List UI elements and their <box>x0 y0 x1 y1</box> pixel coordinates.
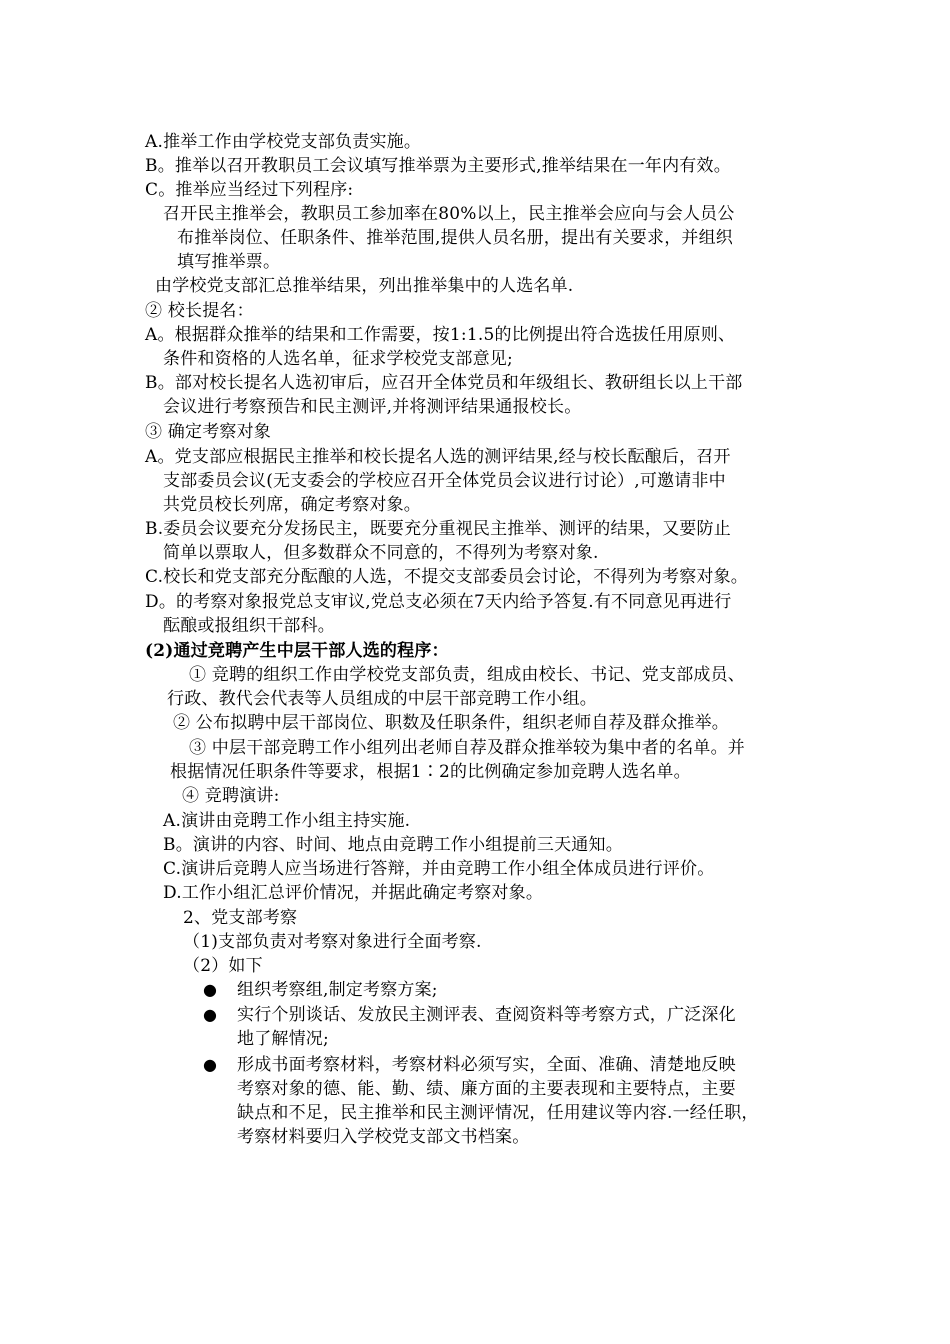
text-line: 布推举岗位、任职条件、推举范围,提供人员名册，提出有关要求，并组织 <box>177 228 734 248</box>
bullet-icon: ● <box>203 1055 217 1074</box>
text-line: 会议进行考察预告和民主测评,并将测评结果通报校长。 <box>163 397 582 417</box>
bullet-icon: ● <box>203 1005 217 1024</box>
text-line: D。的考察对象报党总支审议,党总支必须在7天内给予答复.有不同意见再进行 <box>145 592 732 612</box>
section-heading: (2)通过竞聘产生中层干部人选的程序： <box>145 641 449 661</box>
text-line: （1)支部负责对考察对象进行全面考察. <box>183 932 482 952</box>
text-line: 简单以票取人，但多数群众不同意的，不得列为考察对象. <box>163 543 599 563</box>
list-item-continuation: 地了解情况; <box>237 1029 329 1049</box>
text-line: B。部对校长提名人选初审后，应召开全体党员和年级组长、教研组长以上干部 <box>145 373 743 393</box>
text-line: 支部委员会议(无支委会的学校应召开全体党员会议进行讨论）,可邀请非中 <box>163 471 726 491</box>
list-item-continuation: 缺点和不足，民主推举和民主测评情况，任用建议等内容.一经任职， <box>237 1103 759 1123</box>
text-line: 由学校党支部汇总推举结果，列出推举集中的人选名单. <box>155 276 574 296</box>
bullet-icon: ● <box>203 980 217 999</box>
text-line: B.委员会议要充分发扬民主，既要充分重视民主推举、测评的结果，又要防止 <box>145 519 731 539</box>
text-line: 召开民主推举会，教职员工参加率在80%以上，民主推举会应向与会人员公 <box>163 204 735 224</box>
text-line: ② 公布拟聘中层干部岗位、职数及任职条件，组织老师自荐及群众推举。 <box>173 713 730 733</box>
text-line: B。推举以召开教职员工会议填写推举票为主要形式,推举结果在一年内有效。 <box>145 156 731 176</box>
list-item: 组织考察组,制定考察方案; <box>237 980 438 1000</box>
list-item-continuation: 考察材料要归入学校党支部文书档案。 <box>237 1127 530 1147</box>
text-line: A。根据群众推举的结果和工作需要，按1:1.5的比例提出符合选拔任用原则、 <box>145 325 736 345</box>
text-line: C.校长和党支部充分酝酿的人选，不提交支部委员会讨论，不得列为考察对象。 <box>145 567 749 587</box>
text-line: 根据情况任职条件等要求，根据1∶2的比例确定参加竞聘人选名单。 <box>170 762 691 782</box>
text-line: 行政、教代会代表等人员组成的中层干部竞聘工作小组。 <box>167 689 597 709</box>
text-line: C。推举应当经过下列程序: <box>145 180 354 200</box>
text-line: 填写推举票。 <box>177 252 281 272</box>
text-line: B。演讲的内容、时间、地点由竞聘工作小组提前三天通知。 <box>163 835 623 855</box>
section-heading: ③ 确定考察对象 <box>145 422 272 442</box>
section-heading: ④ 竞聘演讲: <box>182 786 280 806</box>
list-item-continuation: 考察对象的德、能、勤、绩、廉方面的主要表现和主要特点，主要 <box>237 1079 736 1099</box>
text-line: A.演讲由竞聘工作小组主持实施. <box>163 811 411 831</box>
text-line: （2）如下 <box>183 956 263 976</box>
text-line: A.推举工作由学校党支部负责实施。 <box>145 132 422 152</box>
text-line: 共党员校长列席，确定考察对象。 <box>163 495 421 515</box>
section-heading: ② 校长提名： <box>145 301 254 321</box>
text-line: ③ 中层干部竞聘工作小组列出老师自荐及群众推举较为集中者的名单。并 <box>189 738 746 758</box>
text-line: ① 竞聘的组织工作由学校党支部负责，组成由校长、书记、党支部成员、 <box>189 665 746 685</box>
text-line: C.演讲后竞聘人应当场进行答辩，并由竞聘工作小组全体成员进行评价。 <box>163 859 715 879</box>
text-line: 酝酿或报组织干部科。 <box>163 616 335 636</box>
text-line: D.工作小组汇总评价情况，并据此确定考察对象。 <box>163 883 544 903</box>
list-item: 实行个别谈话、发放民主测评表、查阅资料等考察方式，广泛深化 <box>237 1005 736 1025</box>
text-line: A。党支部应根据民主推举和校长提名人选的测评结果,经与校长酝酿后，召开 <box>145 447 731 467</box>
list-item: 形成书面考察材料，考察材料必须写实，全面、准确、清楚地反映 <box>237 1055 736 1075</box>
text-line: 条件和资格的人选名单，征求学校党支部意见; <box>163 349 513 369</box>
section-heading: 2、党支部考察 <box>183 908 298 928</box>
